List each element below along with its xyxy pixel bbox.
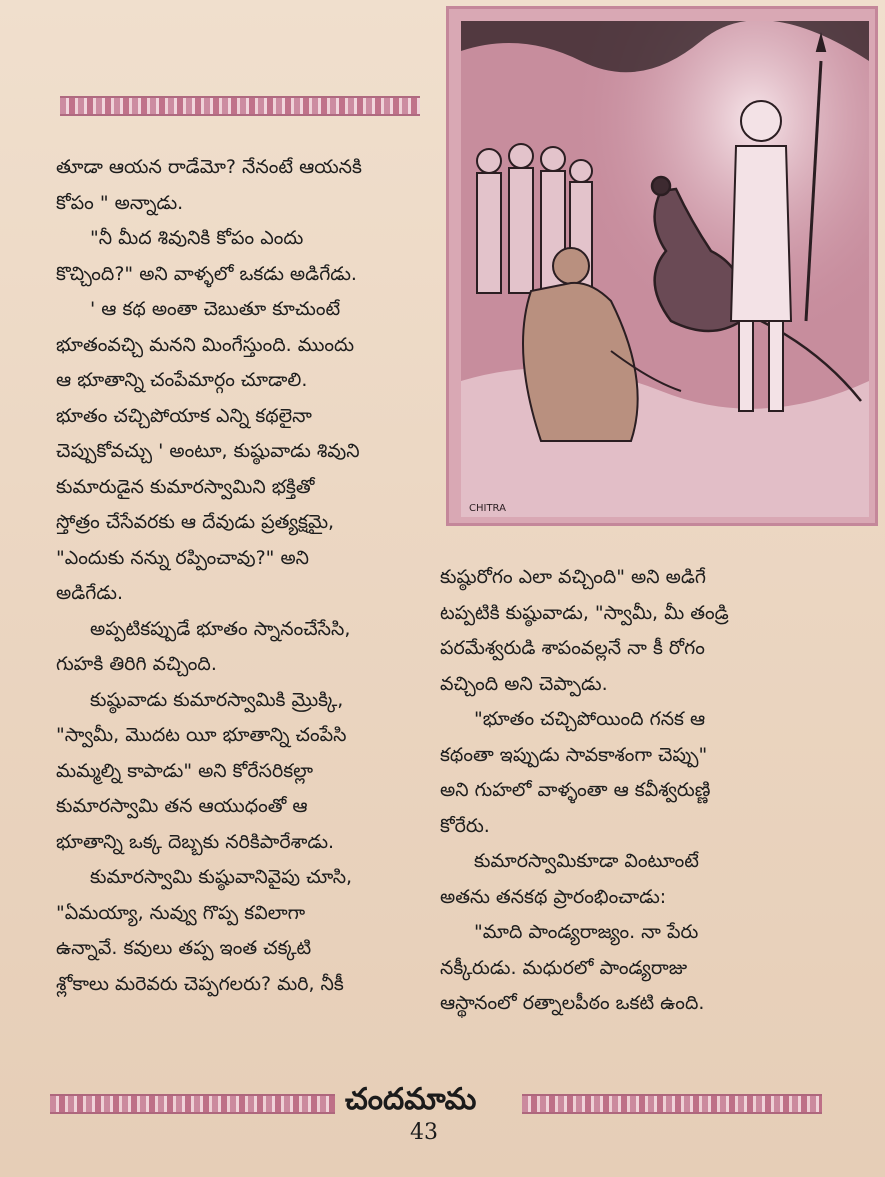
text-line: కొచ్చింది?" అని వాళ్ళలో ఒకడు అడిగేడు. — [56, 262, 357, 285]
text-line: కోపం " అన్నాడు. — [56, 191, 184, 214]
text-line: కుమారస్వామి కుష్ఠువానివైపు చూసి, — [90, 866, 353, 888]
text-line: స్తోత్రం చేసేవరకు ఆ దేవుడు ప్రత్యక్షమై, — [56, 511, 335, 533]
text-line: ఆ భూతాన్ని చంపేమార్గం చూడాలి. — [56, 369, 308, 391]
footer-ornament-left — [50, 1094, 335, 1114]
footer-ornament-right — [522, 1094, 822, 1114]
right-text-column — [440, 560, 820, 1022]
text-line: శ్లోకాలు మరెవరు చెప్పగలరు? మరి, నీకీ — [56, 972, 344, 995]
text-line: గుహకి తిరిగి వచ్చింది. — [56, 653, 217, 675]
text-line: కుష్ఠురోగం ఎలా వచ్చింది" అని అడిగే — [440, 566, 706, 588]
top-ornament-border — [60, 96, 420, 116]
text-line: ఉన్నావే. కవులు తప్ప ఇంత చక్కటి — [56, 937, 312, 959]
text-line: భూతాన్ని ఒక్క దెబ్బకు నరికిపారేశాడు. — [56, 830, 335, 853]
text-line: తూడా ఆయన రాడేమో? నేనంటే ఆయనకి — [56, 156, 362, 178]
story-illustration — [446, 6, 878, 526]
text-line: "భూతం చచ్చిపోయింది గనక ఆ — [474, 708, 706, 730]
text-line: "ఎందుకు నన్ను రప్పించావు?" అని — [56, 546, 309, 569]
text-line: కుమారస్వామి తన ఆయుధంతో ఆ — [56, 795, 308, 817]
text-line: "నీ మీద శివునికి కోపం ఎందు — [90, 227, 304, 249]
text-line: మమ్మల్ని కాపాడు" అని కోరేసరికల్లా — [56, 759, 314, 782]
text-line: భూతం చచ్చిపోయాక ఎన్ని కథలైనా — [56, 404, 312, 427]
text-line: కుష్ఠువాడు కుమారస్వామికి మ్రొక్కి, — [90, 688, 344, 711]
page-number: 43 — [410, 1120, 438, 1145]
text-line: కోరేరు. — [440, 814, 490, 837]
text-line: "ఏమయ్యా, నువ్వు గొప్ప కవిలాగా — [56, 901, 306, 924]
text-line: భూతంవచ్చి మనని మింగేస్తుంది. ముందు — [56, 333, 355, 356]
text-line: వచ్చింది అని చెప్పాడు. — [440, 672, 608, 695]
text-line: కుమారుడైన కుమారస్వామిని భక్తితో — [56, 475, 315, 498]
illustration-drawing — [461, 21, 869, 517]
text-line: నక్కీరుడు. మధురలో పాండ్యరాజు — [440, 956, 688, 979]
magazine-title: చందమామ — [345, 1082, 477, 1117]
text-line: అతను తనకథ ప్రారంభించాడు: — [440, 885, 667, 908]
artist-signature: CHITRA — [469, 503, 506, 514]
text-line: ఆస్థానంలో రత్నాలపీఠం ఒకటి ఉంది. — [440, 992, 705, 1014]
text-line: అని గుహలో వాళ్ళంతా ఆ కవీశ్వరుణ్ణి — [440, 779, 711, 801]
text-line: కుమారస్వామికూడా వింటూంటే — [474, 850, 699, 872]
text-line: అడిగేడు. — [56, 582, 124, 604]
text-line: చెప్పుకోవచ్చు ' అంటూ, కుష్ఠువాడు శివుని — [56, 440, 360, 462]
text-line: టప్పటికి కుష్ఠువాడు, "స్వామీ, మీ తండ్రి — [440, 601, 729, 624]
text-line: అప్పటికప్పుడే భూతం స్నానంచేసేసి, — [90, 617, 351, 640]
text-line: "మాది పాండ్యరాజ్యం. నా పేరు — [474, 921, 699, 943]
text-line: "స్వామీ, మొదట యీ భూతాన్ని చంపేసి — [56, 724, 347, 746]
left-text-column — [56, 150, 436, 1002]
text-line: ' ఆ కథ అంతా చెబుతూ కూచుంటే — [90, 298, 341, 320]
text-line: కథంతా ఇప్పుడు సావకాశంగా చెప్పు" — [440, 743, 708, 766]
text-line: పరమేశ్వరుడి శాపంవల్లనే నా కీ రోగం — [440, 637, 705, 659]
